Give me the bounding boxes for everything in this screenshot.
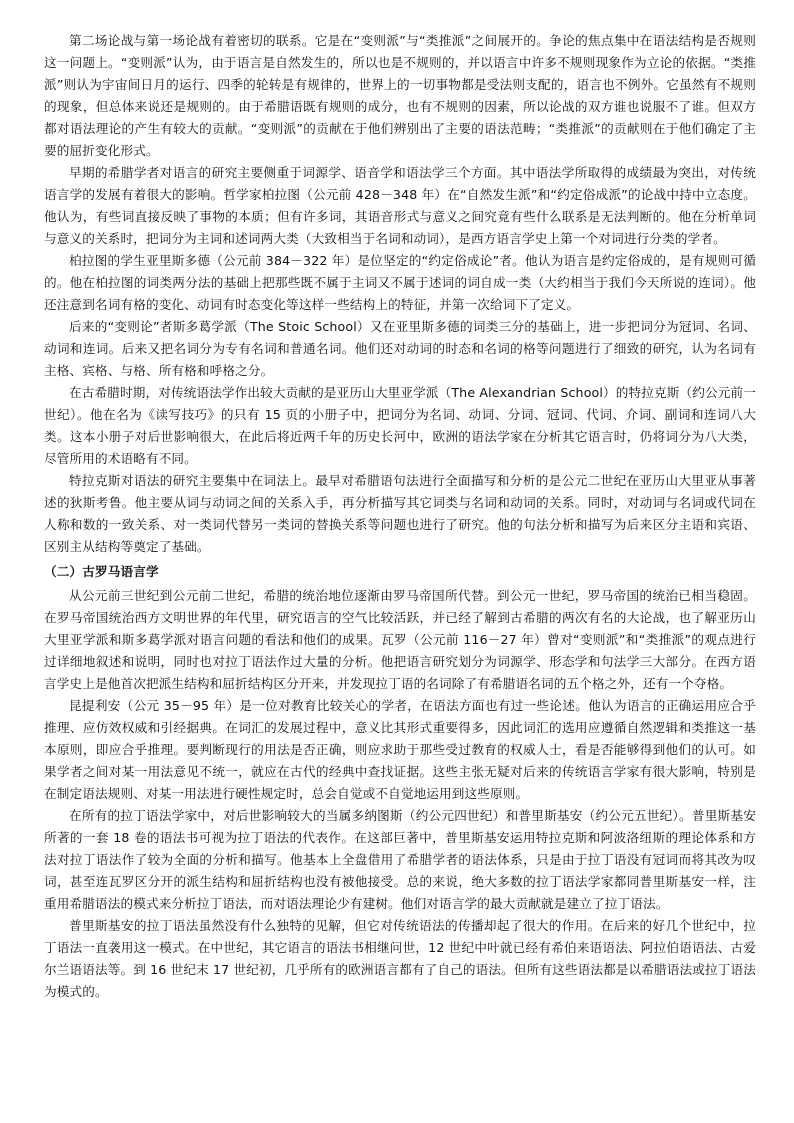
paragraph-donatus-priscian: 在所有的拉丁语法学家中，对后世影响较大的当属多纳图斯（约公元四世纪）和普里斯基安（约公元五世纪）。普里斯基安所著的一套 18 卷的语法书可视为拉丁语法的代表作。在这部巨著中，普里斯基安运用特拉克斯和阿波洛纽斯的理论体系和方法对拉丁语法作了较为全面的分析和描写。他基本上全盘借用了希腊学者的语法体系，只是由于拉丁语没有冠词而将其改为叹词，甚至连瓦罗区分开的派生结构和屈折结构也没有被他接受。总的来说，绝大多数的拉丁语法学家都同普里斯基安一样，注重用希腊语法的模式来分析拉丁语法，而对语法理论少有建树。他们对语言学的最大贡献就是建立了拉丁语法。 [44,808,756,911]
document-page [44,30,756,1003]
paragraph-debate-analogy: 第二场论战与第一场论战有着密切的联系。它是在“变则派”与“类推派”之间展开的。争论的焦点集中在语法结构是否规则这一问题上。“变则派”认为，由于语言是自然发生的，所以也是不规则的，并以语言中许多不规则现象作为立论的依据。“类推派”则认为宇宙间日月的运行、四季的轮转是有规律的，世界上的一切事物都是受法则支配的，语言也不例外。它虽然有不规则的现象，但总体来说还是规则的。由于希腊语既有规则的成分，也有不规则的因素，所以论战的双方谁也说服不了谁。但双方都对语法理论的产生有较大的贡献。“变则派”的贡献在于他们辨别出了主要的语法范畴；“类推派”的贡献则在于他们确定了主要的屈折变化形式。 [44,33,756,158]
paragraph-latin-grammar-legacy: 普里斯基安的拉丁语法虽然没有什么独特的见解，但它对传统语法的传播却起了很大的作用。在后来的好几个世纪中，拉丁语法一直袭用这一模式。在中世纪，其它语言的语法书相继问世，12 世纪中叶就已经有希伯来语语法、阿拉伯语语法、古爱尔兰语语法等。到 16 世纪末 17 世纪初，几乎所有的欧洲语言都有了自己的语法。但所有这些语法都是以希腊语法或拉丁语法为模式的。 [44,918,756,999]
section-heading-ancient-rome: （二）古罗马语言学 [44,564,159,579]
paragraph-syntax-dyscolus: 特拉克斯对语法的研究主要集中在词法上。最早对希腊语句法进行全面描写和分析的是公元二世纪在亚历山大里亚从事著述的狄斯考鲁。他主要从词与动词之间的关系入手，再分析描写其它词类与名词和动词的关系。同时，对动词与名词或代词在人称和数的一致关系、对一类词代替另一类词的替换关系等问题也进行了研究。他的句法分析和描写为后来区分主语和宾语、区别主从结构等奠定了基础。 [44,473,756,554]
paragraph-alexandrian-school: 在古希腊时期，对传统语法学作出较大贡献的是亚历山大里亚学派（The Alexandrian School）的特拉克斯（约公元前一世纪）。他在名为《读写技巧》的只有 15 页的小册子中，把词分为名词、动词、分词、冠词、代词、介词、副词和连词八大类。这本小册子对后世影响很大，在此后将近两千年的历史长河中，欧洲的语法学家在分析其它语言时，仍将词分为八大类，尽管所用的术语略有不同。 [44,385,756,466]
paragraph-aristotle: 柏拉图的学生亚里斯多德（公元前 384－322 年）是位坚定的“约定俗成论”者。他认为语言是约定俗成的，是有规则可循的。他在柏拉图的词类两分法的基础上把那些既不属于主词又不属于述词的词自成一类（大约相当于我们今天所说的连词）。他还注意到名词有格的变化、动词有时态变化等这样一些结构上的特征，并第一次给词下了定义。 [44,253,756,312]
paragraph-quintilian: 昆提利安（公元 35－95 年）是一位对教育比较关心的学者，在语法方面也有过一些论述。他认为语言的正确运用应合乎推理、应仿效权威和引经据典。在词汇的发展过程中，意义比其形式重要得多，因此词汇的选用应遵循自然逻辑和类推这一基本原则，即应合乎推理。要判断现行的用法是否正确，则应求助于那些受过教育的权威人士，看是否能够得到他们的认可。如果学者之间对某一用法意见不统一，就应在古代的经典中查找证据。这些主张无疑对后来的传统语言学家有很大影响，特别是在制定语法规则、对某一用法进行硬性规定时，总会自觉或不自觉地运用到这些原则。 [44,698,756,801]
paragraph-stoic-school: 后来的“变则论”者斯多葛学派（The Stoic School）又在亚里斯多德的词类三分的基础上，进一步把词分为冠词、名词、动词和连词。后来又把名词分为专有名词和普通名词。他们还对动词的时态和名词的格等问题进行了细致的研究，认为名词有主格、宾格、与格、所有格和呼格之分。 [44,319,756,378]
paragraph-roman-empire: 从公元前三世纪到公元前二世纪，希腊的统治地位逐渐由罗马帝国所代替。到公元一世纪，罗马帝国的统治已相当稳固。在罗马帝国统治西方文明世界的年代里，研究语言的空气比较活跃，并已经了解到古希腊的两次有名的大论战，也了解亚历山大里亚学派和斯多葛学派对语言问题的看法和他们的成果。瓦罗（公元前 116－27 年）曾对“变则派”和“类推派”的观点进行过详细地叙述和说明，同时也对拉丁语法作过大量的分析。他把语言研究划分为词源学、形态学和句法学三大部分。在西方语言学史上是他首次把派生结构和屈折结构区分开来，并发现拉丁语的名词除了有希腊语名词的五个格之外，还有一个夺格。 [44,588,756,691]
paragraph-early-greek-scholars: 早期的希腊学者对语言的研究主要侧重于词源学、语音学和语法学三个方面。其中语法学所取得的成绩最为突出，对传统语言学的发展有着很大的影响。哲学家柏拉图（公元前 428－348 年）在“自然发生派”和“约定俗成派”的论战中持中立态度。他认为，有些词直接反映了事物的本质；但有许多词，其语音形式与意义之间究竟有些什么联系是无法判断的。他在分析单词与意义的关系时，把词分为主词和述词两大类（大致相当于名词和动词），是西方语言学史上第一个对词进行分类的学者。 [44,165,756,246]
